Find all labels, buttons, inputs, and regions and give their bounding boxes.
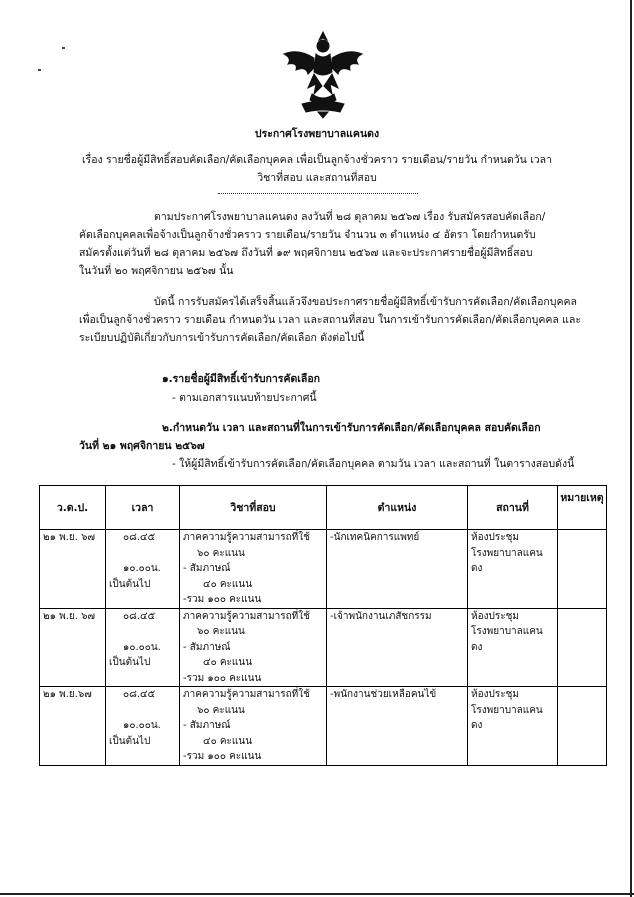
table-row	[40, 530, 607, 609]
scan-speck	[62, 47, 65, 49]
cell-position: -พนักงานช่วยเหลือคนไข้	[327, 687, 468, 766]
cell-subject: ภาคความรู้ความสามารถที่ใช้ ๖๐ คะแนน - สัมภาษณ์ ๔๐ คะแนน -รวม ๑๐๐ คะแนน	[180, 530, 327, 609]
cell-place: ห้องประชุม โรงพยาบาลแคนดง	[468, 687, 558, 766]
cell-time: ๐๘.๔๕ ๑๐.๐๐น. เป็นต้นไป	[106, 608, 180, 687]
header-date: ว.ด.ป.	[40, 486, 106, 530]
table-header-row	[40, 486, 607, 530]
para1-line3: สมัครตั้งแต่วันที่ ๒๘ ตุลาคม ๒๕๖๗ ถึงวันที่ ๑๙ พฤศจิกายน ๒๕๖๗ และจะประกาศรายชื่อผู้มีสิทธิ์สอบ	[79, 247, 533, 259]
scan-speck	[38, 69, 41, 71]
section2-item: - ให้ผู้มีสิทธิ์เข้ารับการคัดเลือก/คัดเลือกบุคคล ตามวัน เวลา และสถานที่ ในตารางสอบดังนี้	[172, 458, 575, 470]
subject-line-2: วิชาที่สอบ และสถานที่สอบ	[257, 172, 377, 184]
para2-line1: บัดนี้ การรับสมัครได้เสร็จสิ้นแล้วจึงขอประกาศรายชื่อผู้มีสิทธิ์เข้ารับการคัดเลือก/คัดเลือกบุคคล	[154, 296, 577, 308]
para2-line2: เพื่อเป็นลูกจ้างชั่วคราว รายเดือน กำหนดวัน เวลา และสถานที่สอบ ในการเข้ารับการคัดเลือก/คัดเลือกบุคคล และ	[79, 314, 581, 326]
section2-title-line1: ๒.กำหนดวัน เวลา และสถานที่ในการเข้ารับการคัดเลือก/คัดเลือกบุคคล สอบคัดเลือก	[162, 422, 541, 434]
cell-date: ๒๑ พ.ย. ๖๗	[40, 608, 106, 687]
section1-item: - ตามเอกสารแนบท้ายประกาศนี้	[172, 392, 317, 404]
cell-remark	[558, 530, 607, 609]
table-row	[40, 608, 607, 687]
table-row	[40, 687, 607, 766]
para2-line3: ระเบียบปฏิบัติเกี่ยวกับการเข้ารับการคัดเลือก/คัดเลือก ดังต่อไปนี้	[79, 332, 365, 344]
exam-schedule-table	[39, 485, 607, 766]
document-title: ประกาศโรงพยาบาลแคนดง	[254, 128, 380, 140]
para1-line1: ตามประกาศโรงพยาบาลแคนดง ลงวันที่ ๒๘ ตุลาคม ๒๕๖๗ เรื่อง รับสมัครสอบคัดเลือก/	[154, 211, 546, 223]
header-position: ตำแหน่ง	[327, 486, 468, 530]
cell-time: ๐๘.๔๕ ๑๐.๐๐น. เป็นต้นไป	[106, 530, 180, 609]
para1-line2: คัดเลือกบุคคลเพื่อจ้างเป็นลูกจ้างชั่วคราว รายเดือน/รายวัน จำนวน ๓ ตำแหน่ง ๔ อัตรา โดยกำหนดรับ	[79, 229, 536, 241]
cell-remark	[558, 687, 607, 766]
cell-place: ห้องประชุม โรงพยาบาลแคนดง	[468, 608, 558, 687]
cell-place: ห้องประชุม โรงพยาบาลแคนดง	[468, 530, 558, 609]
header-place: สถานที่	[468, 486, 558, 530]
subject-line-1: เรื่อง รายชื่อผู้มีสิทธิ์สอบคัดเลือก/คัดเลือกบุคคล เพื่อเป็นลูกจ้างชั่วคราว รายเดือน/รายวัน กำหนดวัน เวลา	[81, 154, 553, 166]
para1-line4: ในวันที่ ๒๐ พฤศจิกายน ๒๕๖๗ นั้น	[79, 265, 234, 277]
cell-time: ๐๘.๔๕ ๑๐.๐๐น. เป็นต้นไป	[106, 687, 180, 766]
separator-dotted-line	[218, 193, 418, 194]
cell-subject: ภาคความรู้ความสามารถที่ใช้ ๖๐ คะแนน - สัมภาษณ์ ๔๐ คะแนน -รวม ๑๐๐ คะแนน	[180, 687, 327, 766]
section1-title: ๑.รายชื่อผู้มีสิทธิ์เข้ารับการคัดเลือก	[162, 373, 320, 385]
section2-title-line2: วันที่ ๒๑ พฤศจิกายน ๒๕๖๗	[79, 440, 205, 452]
cell-position: -นักเทคนิคการแพทย์	[327, 530, 468, 609]
header-remark: หมายเหตุ	[558, 486, 607, 530]
cell-date: ๒๑ พ.ย.๖๗	[40, 687, 106, 766]
header-time: เวลา	[106, 486, 180, 530]
cell-position: -เจ้าพนักงานเภสัชกรรม	[327, 608, 468, 687]
cell-subject: ภาคความรู้ความสามารถที่ใช้ ๖๐ คะแนน - สัมภาษณ์ ๔๐ คะแนน -รวม ๑๐๐ คะแนน	[180, 608, 327, 687]
page-edge-bottom	[0, 893, 634, 895]
cell-date: ๒๑ พ.ย. ๖๗	[40, 530, 106, 609]
garuda-emblem-icon	[278, 28, 368, 120]
header-subject: วิชาที่สอบ	[180, 486, 327, 530]
cell-remark	[558, 608, 607, 687]
